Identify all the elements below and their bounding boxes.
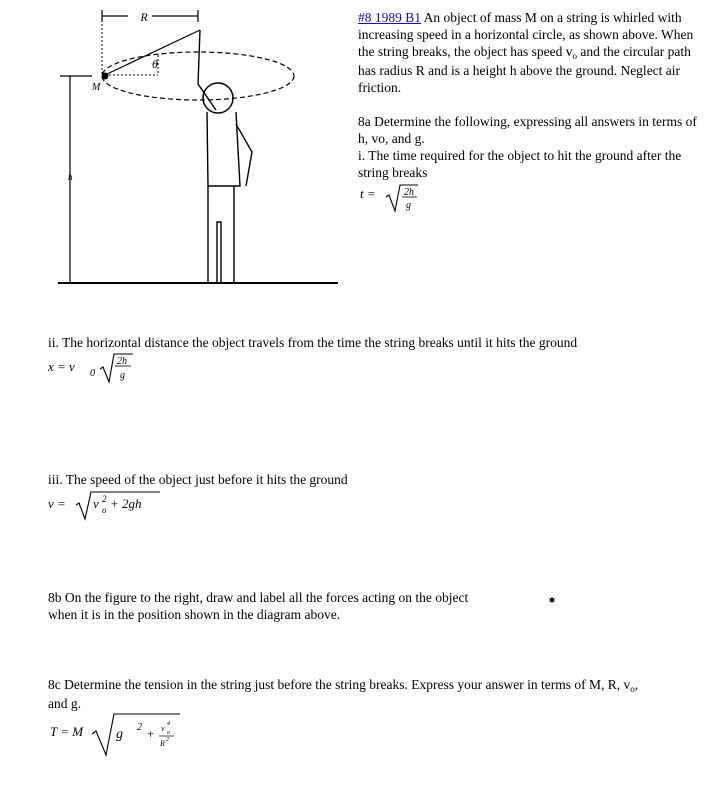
answer-8c — [48, 710, 218, 758]
q8c-sub-o: o — [630, 684, 635, 694]
problem-intro — [358, 9, 703, 181]
answer-iii-sub: o — [102, 505, 107, 515]
q8b-line-2: when it is in the position shown in the diagram above. — [48, 607, 341, 622]
q8b-line-1: 8b On the figure to the right, draw and label all the forces acting on the object — [48, 590, 469, 605]
q8a-iii-prompt: iii. The speed of the object just before it hits the ground — [48, 472, 348, 487]
q8a-part-i: i. The time required for the object to hit the ground after the string breaks — [358, 148, 682, 180]
answer-8c-num-sub: o — [167, 730, 170, 736]
stick-figure-diagram — [40, 0, 352, 300]
answer-i-lhs: t = — [360, 186, 376, 201]
answer-8c-num-base: v — [161, 724, 165, 733]
q8a-prompt: 8a Determine the following, expressing all answers in terms of h, vo, and g. — [358, 114, 697, 146]
answer-ii-den: g — [120, 370, 125, 381]
answer-iii-sup: 2 — [102, 494, 107, 504]
answer-iii-base: v — [93, 496, 99, 511]
q8c-line-2: and g. — [48, 696, 81, 711]
answer-i-den: g — [406, 200, 411, 211]
answer-8c-num-sup: 4 — [167, 721, 170, 727]
intro-text-1: An object of mass M on a string is whirled with increasing speed in a horizontal circle, as shown above. When the string breaks, the object has speed v — [358, 10, 694, 59]
problem-link[interactable]: #8 1989 B1 — [358, 10, 422, 25]
q8c-line-1: 8c Determine the tension in the string just before the string breaks. Express your answer in terms of M, R, v — [48, 677, 631, 692]
label-R: R — [140, 10, 148, 24]
q8c-text — [48, 676, 708, 712]
mass-object — [102, 73, 109, 80]
label-h: h — [68, 172, 73, 182]
answer-8c-den-sup: 2 — [166, 737, 169, 743]
label-theta: θ — [152, 57, 158, 71]
answer-iii-rest: + 2gh — [110, 496, 142, 511]
answer-8a-ii — [48, 351, 158, 385]
intro-sub-o: o — [572, 51, 577, 61]
answer-i-num: 2h — [404, 187, 414, 198]
label-M: M — [92, 82, 101, 93]
answer-8c-den-base: R — [160, 739, 165, 748]
answer-8c-g-sup: 2 — [137, 722, 142, 733]
answer-8c-g: g — [116, 727, 123, 742]
answer-8a-i — [358, 181, 428, 215]
answer-8a-iii — [48, 488, 198, 522]
torso — [207, 112, 240, 186]
left-leg — [208, 186, 234, 283]
answer-ii-num: 2h — [117, 356, 127, 367]
q8b-text — [48, 589, 548, 623]
answer-iii-lhs: v = — [48, 496, 66, 511]
raised-arm — [198, 30, 216, 110]
object-dot — [548, 596, 556, 604]
answer-ii-sub: 0 — [90, 368, 95, 379]
answer-8c-plus: + — [147, 726, 155, 741]
q8a-ii-prompt: ii. The horizontal distance the object travels from the time the string breaks until it hits the ground — [48, 335, 578, 350]
intro-text-2: and the circular path has radius R and is a height h above the ground. Neglect air friction. — [358, 44, 691, 95]
answer-8c-lhs: T = M — [50, 724, 84, 739]
answer-ii-lhs: x = v — [48, 359, 75, 374]
q8c-line-1-end: , — [634, 677, 639, 692]
